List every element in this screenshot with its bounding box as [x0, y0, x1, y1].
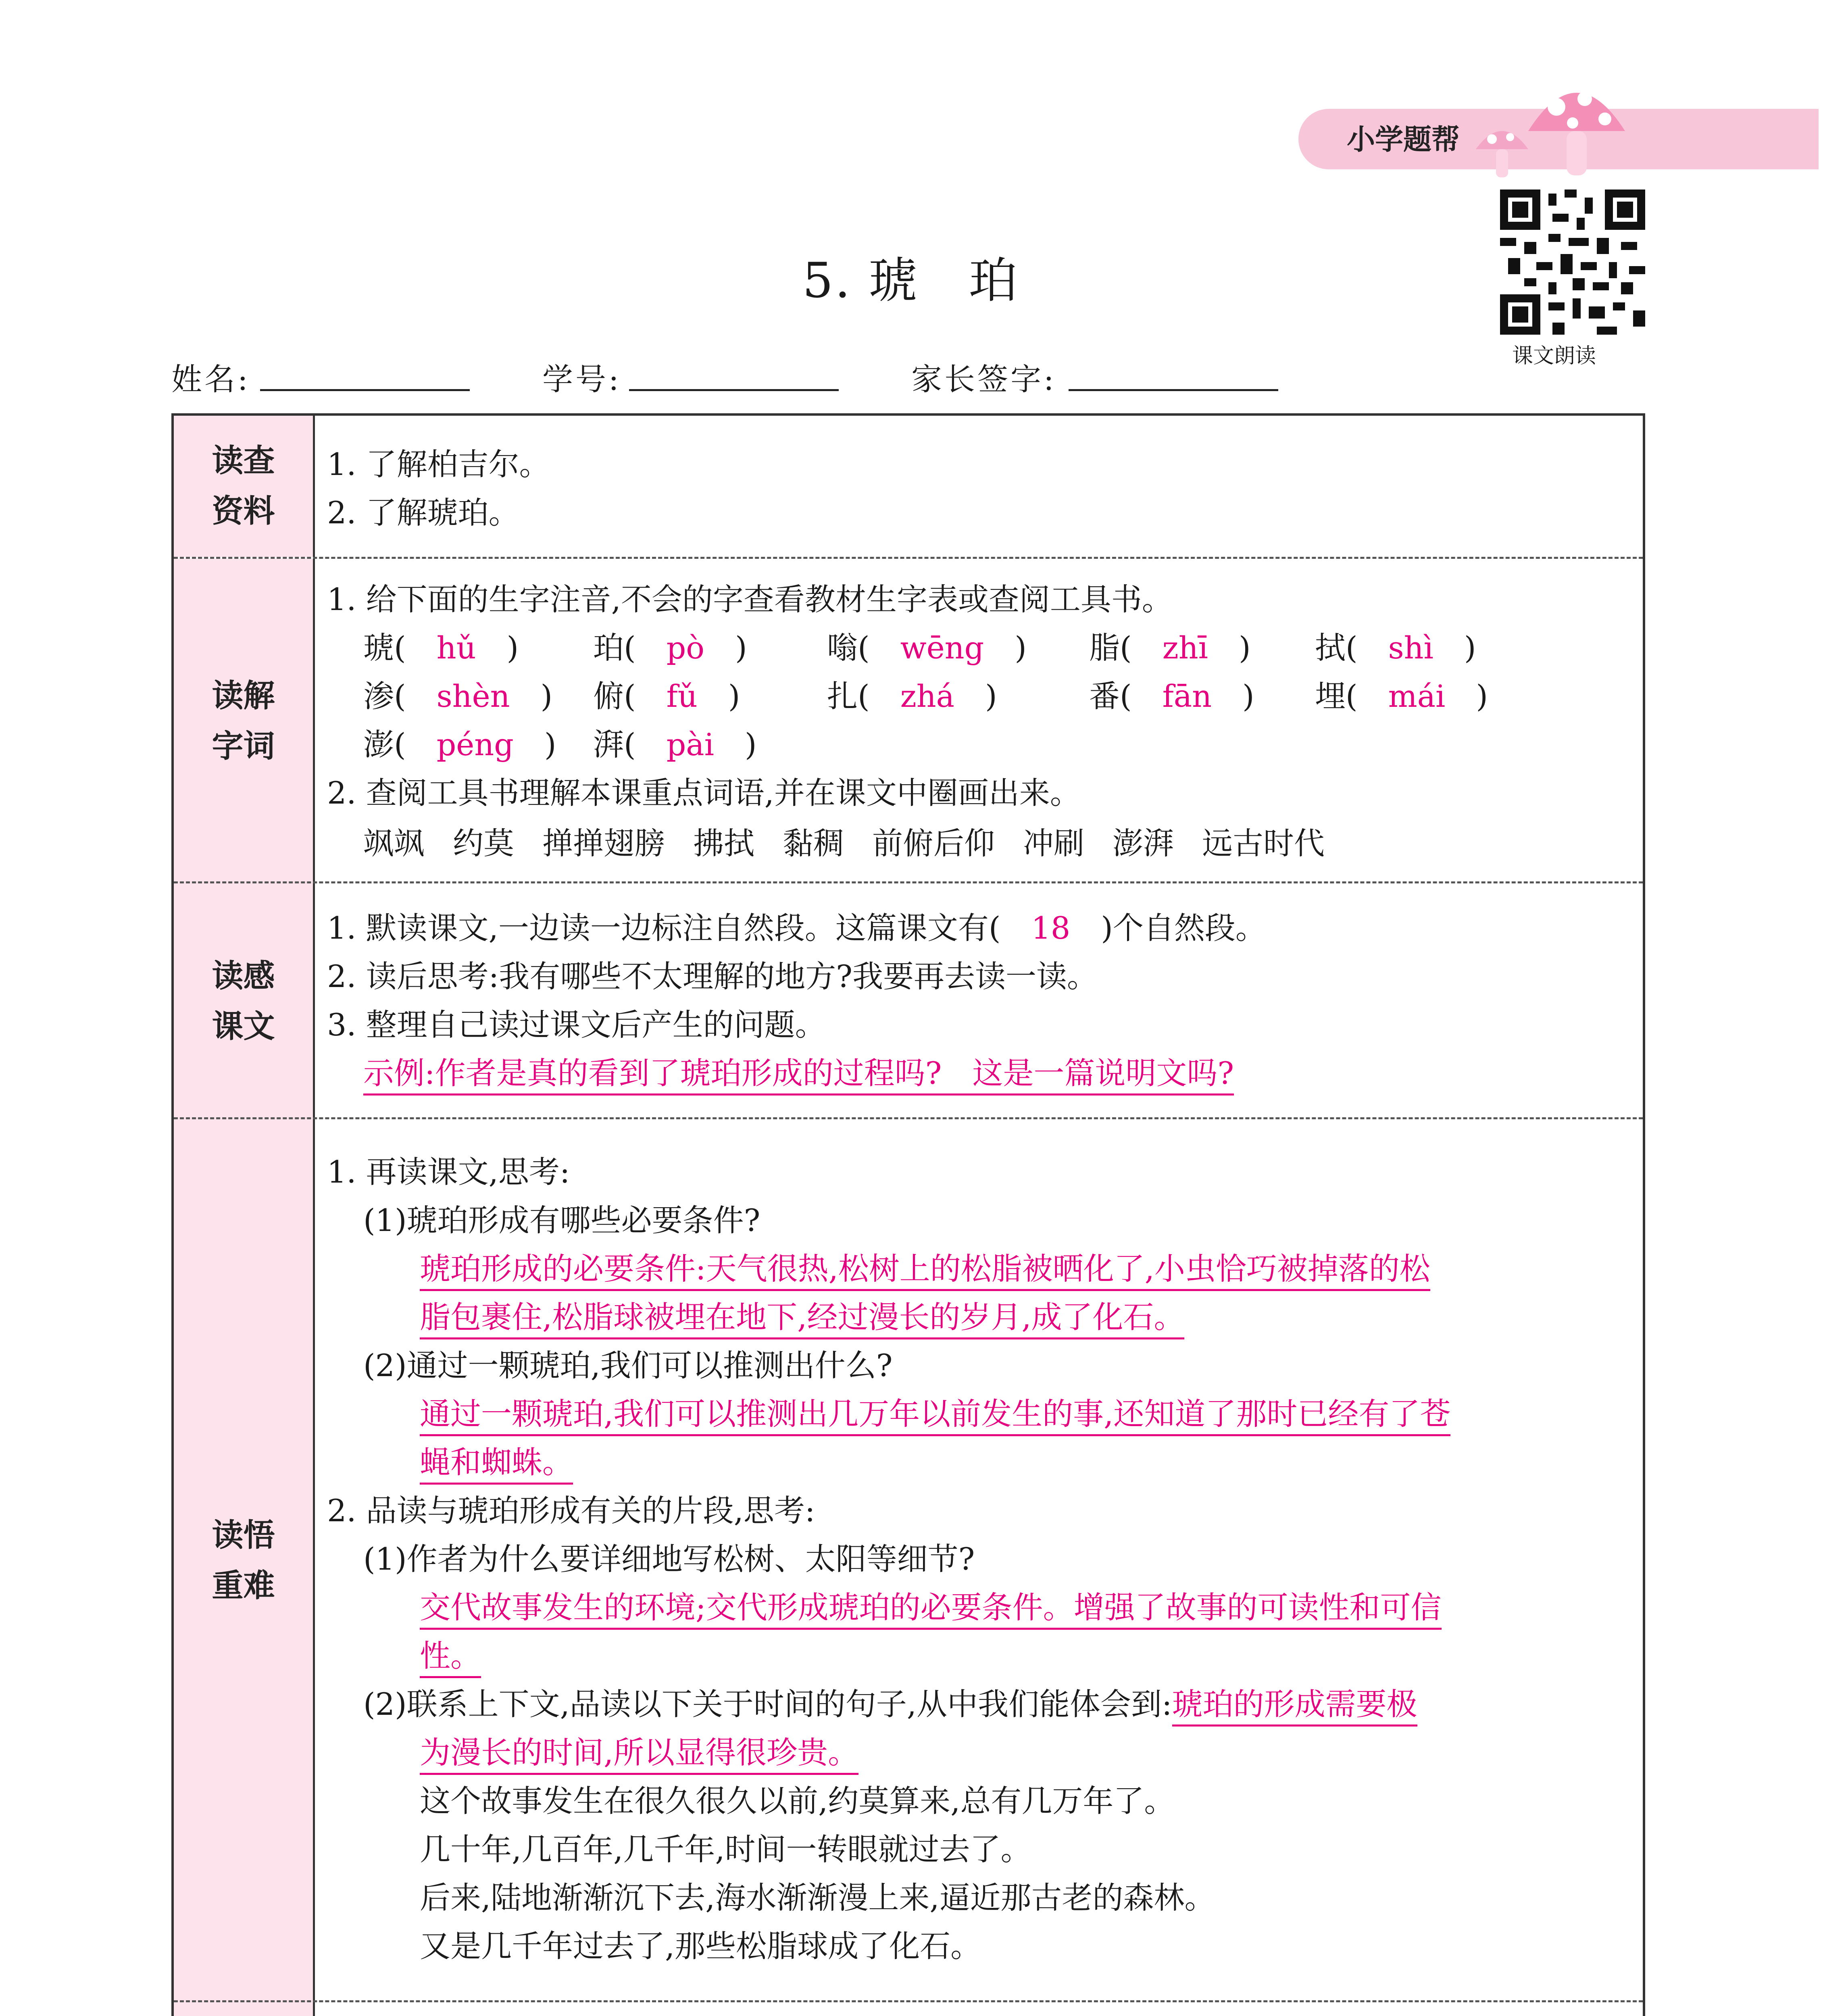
pinyin-item: 埋( mái ): [1315, 678, 1488, 714]
pinyin-item: 珀( pò ): [593, 630, 747, 666]
name-field[interactable]: [260, 389, 470, 391]
parent-label: 家长签字:: [911, 361, 1056, 397]
section-label: 读悟 重难: [174, 1119, 315, 2002]
section-reading: [174, 881, 1643, 1119]
answer-text: 琥珀形成的必要条件:天气很热,松树上的松脂被晒化了,小虫恰巧被掉落的松: [420, 1244, 1430, 1288]
pinyin-item: 澎( péng ): [363, 727, 556, 762]
section-label: 读查 资料: [174, 416, 315, 557]
parent-signature-field[interactable]: [1069, 389, 1278, 391]
quote-line: 几十年,几百年,几千年,时间一转眼就过去了。: [420, 1831, 1031, 1867]
pinyin-item: 脂( zhī ): [1089, 630, 1251, 666]
question-text: 2. 读后思考:我有哪些不太理解的地方?我要再去读一读。: [327, 958, 1098, 994]
question-text: 2. 品读与琥珀形成有关的片段,思考:: [327, 1493, 815, 1529]
mushroom-big-icon: [1524, 71, 1629, 179]
question-text: (2)通过一颗琥珀,我们可以推测出什么?: [363, 1347, 893, 1383]
question-text: 1. 给下面的生字注音,不会的字查看教材生字表或查阅工具书。: [327, 581, 1173, 617]
pinyin-item: 嗡( wēng ): [827, 630, 1027, 666]
brand-text: 小学题帮: [1347, 123, 1460, 156]
section-research: [174, 416, 1643, 557]
pinyin-item: 扎( zhá ): [827, 678, 997, 714]
answer-text: 示例:作者是真的看到了琥珀形成的过程吗? 这是一篇说明文吗?: [363, 1049, 1234, 1093]
answer-text: 蝇和蜘蛛。: [420, 1438, 573, 1482]
answer-text: 脂包裹住,松脂球被埋在地下,经过漫长的岁月,成了化石。: [420, 1293, 1184, 1337]
answer-text: 性。: [420, 1631, 481, 1675]
answer-text: 为漫长的时间,所以显得很珍贵。: [420, 1728, 858, 1772]
question-text: (1)琥珀形成有哪些必要条件?: [363, 1202, 760, 1238]
page-title: 5. 琥 珀: [802, 253, 1019, 309]
pinyin-item: 渗( shèn ): [363, 678, 553, 714]
answer-text: 通过一颗琥珀,我们可以推测出几万年以前发生的事,还知道了那时已经有了苍: [420, 1389, 1450, 1433]
qr-code[interactable]: [1500, 190, 1645, 335]
section-methods: [174, 2000, 1643, 2016]
mushroom-small-icon: [1472, 117, 1532, 181]
question-text: (2)联系上下文,品读以下关于时间的句子,从中我们能体会到:琥珀的形成需要极: [363, 1680, 1417, 1724]
qr-caption: 课文朗读: [1512, 344, 1596, 368]
answer-text: 交代故事发生的环境;交代形成琥珀的必要条件。增强了故事的可读性和可信: [420, 1583, 1442, 1627]
pinyin-item: 拭( shì ): [1315, 630, 1476, 666]
number-label: 学号:: [542, 361, 621, 397]
pinyin-item: 番( fān ): [1089, 678, 1254, 714]
text-line: 2. 了解琥珀。: [327, 495, 519, 531]
question-text: 1. 默读课文,一边读一边标注自然段。这篇课文有( 18 )个自然段。: [327, 910, 1266, 946]
text-line: 1. 了解柏吉尔。: [327, 446, 550, 482]
pinyin-item: 俯( fǔ ): [593, 678, 740, 714]
question-text: 1. 再读课文,思考:: [327, 1154, 570, 1190]
name-label: 姓名:: [171, 361, 250, 397]
answer-text: 琥珀的形成需要极: [1172, 1686, 1417, 1727]
quote-line: 这个故事发生在很久很久以前,约莫算来,总有几万年了。: [420, 1783, 1175, 1819]
pinyin-item: 琥( hǔ ): [363, 630, 519, 666]
section-label: 读感 课文: [174, 883, 315, 1119]
question-text: 2. 查阅工具书理解本课重点词语,并在课文中圈画出来。: [327, 775, 1081, 811]
question-text: (1)作者为什么要详细地写松树、太阳等细节?: [363, 1541, 975, 1577]
word-list: 飒飒 约莫 掸掸翅膀 拂拭 黏稠 前俯后仰 冲刷 澎湃 远古时代: [363, 825, 1325, 861]
quote-line: 又是几千年过去了,那些松脂球成了化石。: [420, 1928, 981, 1964]
section-key-points: [174, 1117, 1643, 2002]
section-label: 读解 字词: [174, 559, 315, 883]
section-vocabulary: [174, 557, 1643, 883]
section-label: [174, 2002, 315, 2016]
pinyin-item: 湃( pài ): [593, 727, 757, 762]
number-field[interactable]: [629, 389, 839, 391]
answer-text: 18: [1031, 910, 1071, 946]
quote-line: 后来,陆地渐渐沉下去,海水渐渐漫上来,逼近那古老的森林。: [420, 1880, 1215, 1916]
question-text: 3. 整理自己读过课文后产生的问题。: [327, 1007, 826, 1043]
worksheet-table: [171, 413, 1645, 2016]
